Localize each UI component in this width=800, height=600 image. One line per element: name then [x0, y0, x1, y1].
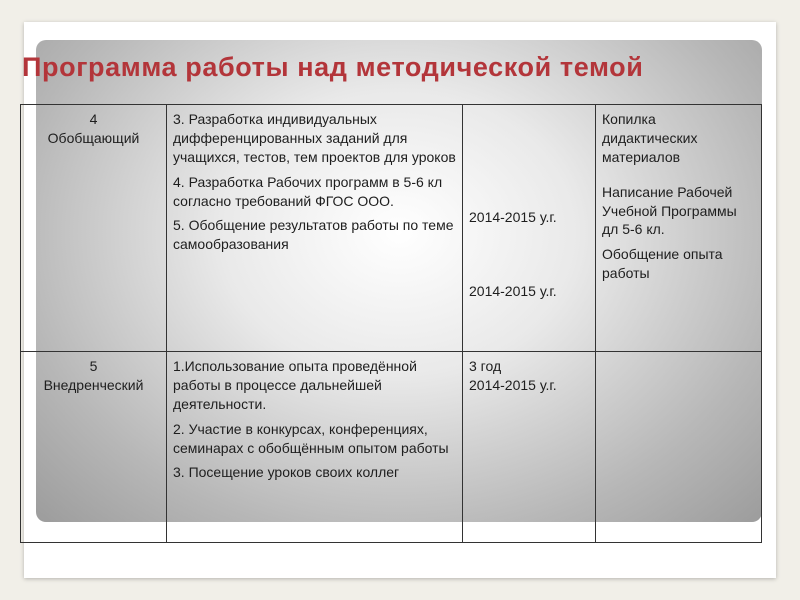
results-cell-empty	[596, 352, 762, 543]
term-item: 3 год	[469, 358, 502, 374]
result-item: Копилка дидактических материалов	[602, 111, 698, 165]
table-row	[21, 105, 762, 352]
stage-cell	[21, 352, 167, 543]
action-item: 3. Разработка индивидуальных дифференцированных заданий для учащихся, тестов, тем проектов для уроков	[173, 111, 456, 165]
action-item: 1.Использование опыта проведённой работы в процессе дальнейшей деятельности.	[173, 358, 417, 412]
action-item: 4. Разработка Рабочих программ в 5-6 кл согласно требований ФГОС ООО.	[173, 173, 443, 209]
action-item: 2. Участие в конкурсах, конференциях, семинарах с обобщённым опытом работы	[173, 420, 449, 456]
result-item: Обобщение опыта работы	[602, 246, 723, 282]
stage-number: 5	[89, 358, 98, 374]
terms-cell	[463, 352, 596, 543]
slide-title: Программа работы над методической темой	[22, 52, 644, 82]
term-item: 2014-2015 у.г.	[469, 209, 557, 225]
method-topic-table	[20, 104, 762, 543]
terms-cell	[463, 105, 596, 352]
actions-cell	[167, 105, 463, 352]
stage-number: 4	[89, 111, 98, 127]
stage-name: Внедренческий	[43, 376, 144, 393]
table-row	[21, 352, 762, 543]
term-item: 2014-2015 у.г.	[469, 376, 557, 393]
term-item: 2014-2015 у.г.	[469, 282, 557, 299]
action-item: 3. Посещение уроков своих коллег	[173, 464, 400, 481]
action-item: 5. Обобщение результатов работы по теме самообразования	[173, 217, 454, 253]
result-item: Написание Рабочей Учебной Программы дл 5-6 кл.	[602, 183, 737, 238]
stage-cell	[21, 105, 167, 352]
stage-name: Обобщающий	[47, 129, 140, 146]
actions-cell	[167, 352, 463, 543]
results-cell	[596, 105, 762, 352]
